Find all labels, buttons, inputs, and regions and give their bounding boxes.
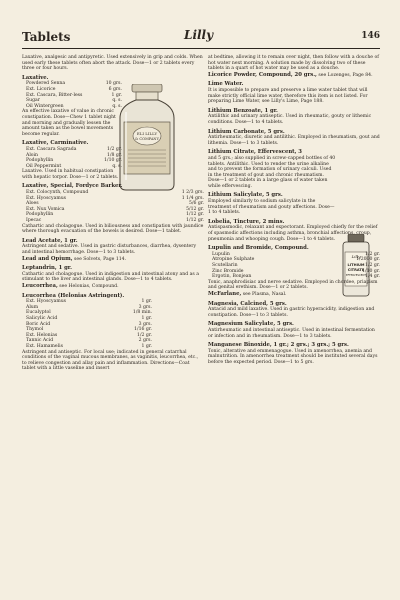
ingredient-row: Powdered Senna 10 grs. (26, 81, 122, 87)
page-number: 146 (361, 31, 380, 41)
entry-description: Laxative. Used in habitual constipation with hepatic torpor. Dose—1 or 2 tablets. (22, 169, 119, 180)
entry-crossref: see Plasma, Nasal. (242, 291, 287, 297)
bottle-line1: LITHIUM (347, 263, 365, 267)
ingredient-row: Oil Peppermint q. s. (26, 163, 122, 169)
entry-title: Lupulin and Bromide, Compound. (208, 245, 309, 252)
entry-title: Lead Acetate, 1 gr. (22, 237, 78, 244)
page-header (22, 30, 380, 48)
entry-description: Antirheumatic and intestinal antiseptic. Used in intestinal fermentation or infection and in rheumatism. Dose—1 to 3 tablets. (208, 327, 375, 339)
entry-description: Cathartic and cholagogue. Used in biliousness and constipation with jaundice where thorough evacuation of the bowels is desired. Dose—1 tablet. (22, 223, 204, 235)
ingredient-row: Zinc Bromide 1/10 gr. (212, 268, 380, 274)
entry-description: Antirheumatic, diuretic and antilithic. Employed in rheumatism, gout and lithemia. Dose—1 to 3 tablets. (208, 135, 380, 146)
ingredient-row: Podophyllin 1/12 gr. (26, 212, 204, 218)
entry-title: Leptandrin, 1 gr. (22, 265, 72, 272)
bottle-line2: CITRATE (347, 268, 365, 272)
ingredient-row: Lupulin 1/2 gr. (212, 251, 380, 257)
ingredient-row: Ext. Hamamelis 1 gr. (26, 343, 152, 349)
entry-lithium-salicylate (208, 192, 336, 215)
entry-magnesium-salicylate (208, 321, 380, 339)
entry-manganese (208, 342, 380, 365)
ingredient-row: Sugar q. s. (26, 98, 122, 104)
entry-description: An effective laxative of value in chronic constipation. Dose—Chew 1 tablet night and morning and gradually lessen the amount taken as the bowel movements become regular. (22, 109, 116, 137)
lilly-logo: Lilly (184, 28, 214, 42)
ingredient-row: Ext. Colocynth, Compound 1 2/3 grs. (26, 190, 204, 196)
entry-crossref: see Helonias, Compound. (59, 283, 119, 289)
ingredient-row: Salicylic Acid 1 gr. (26, 315, 152, 321)
entry-magnesia (208, 301, 380, 319)
ingredient-row: Thymol 1/16 gr. (26, 327, 152, 333)
entry-title: McFarlane, (208, 290, 242, 297)
left-column (22, 55, 204, 372)
ingredient-row: Ext. Helonias 1/2 gr. (26, 332, 152, 338)
entry-title: Laxative, Carminative. (22, 140, 89, 147)
entry-leucorrhea (22, 283, 204, 290)
entry-title: Laxative, Special, Fordyce Barker. (22, 183, 123, 190)
entry-title: Lithium Citrate, Effervescent, 3 (208, 149, 302, 156)
bottle-brand: Lilly (351, 254, 361, 259)
entry-laxative (22, 75, 122, 138)
entry-description: Antacid and mild laxative. Used in gastric hyperacidity, indigestion and constipation. Dose—1 to 3 tablets. (208, 307, 375, 318)
entry-description: Tonic, alterative and emmenagogue. Used in amenorrhea, anemia and malnutrition. In amenorrhea treatment should be instituted several days before the expected period. Dose—1 to 5 grs. (208, 348, 378, 365)
entry-title: Magnesia, Calcined, 5 grs. (208, 300, 287, 307)
ingredient-row: Boric Acid 3 grs. (26, 321, 152, 327)
entry-description: Antispasmodic, relaxant and expectorant. Employed chiefly for the relief of spasmodic affections including asthma, bronchial affections, croup, pneumonia and whooping cough. Dose—1 to 4 tablets. (208, 225, 378, 242)
entry-description: Cathartic and cholagogue. Used in indigestion and intestinal atony and as a stimulant to the liver and intestinal glands. Dose—1 to 4 tablets. (22, 271, 199, 283)
entry-lime-water (208, 81, 380, 104)
entry-description: Astringent and sedative. Used in gastric disturbances, diarrhea, dysentery and intestinal hemorrhage. Dose—1 to 3 tablets. (22, 244, 197, 255)
entry-description: It is impossible to prepare and preserve a lime water tablet that will make strictly official lime water, therefore this item is not listed. For preparing Lime Water, see Lilly's Lime, Page 188. (208, 87, 368, 105)
bottle-line3: EFFERVESCENT (346, 274, 366, 277)
entry-title: Licorice Powder, Compound, 20 grs., (208, 71, 317, 78)
bottle-label-line2: & COMPANY (135, 137, 159, 141)
entry-lithium-citrate (208, 149, 336, 189)
ingredient-row: Atropine Sulphate 1/2000 gr. (212, 257, 380, 263)
entry-carminative (22, 140, 122, 180)
ingredient-row: Eucalyptol 1/8 min. (26, 310, 152, 316)
entry-title: Lead and Opium, (22, 255, 73, 262)
bottle-label-line1: ELI LILLY (136, 131, 158, 136)
entry-title: Magnesium Salicylate, 5 grs. (208, 321, 294, 328)
entry-title: Lithium Carbonate, 5 grs. (208, 128, 285, 135)
entry-lead-opium (22, 256, 204, 263)
right-column (208, 55, 380, 366)
ingredient-row: Podophyllin 1/10 gr. (26, 158, 122, 164)
entry-lobelia (208, 219, 380, 242)
entry-title: Manganese Binoxide, 1 gr.; 2 grs.; 3 grs.; 5 grs. (208, 342, 349, 349)
entry-title: Lime Water. (208, 81, 244, 88)
ingredient-row: Aloes 5/6 gr. (26, 201, 204, 207)
ingredient-row: Aloin 1/8 gr. (26, 152, 122, 158)
entry-lupulin (208, 245, 380, 291)
entry-description: Antilithic and urinary antiseptic. Used in rheumatic, gouty or lithemic conditions. Dose—1 to 4 tablets. (208, 114, 372, 125)
continued-text: at bedtime, allowing it to remain over night, then follow with a douche of hot water next morning. A solution made by dissolving two of these tablets in a quart of hot water may be used as a douche. (208, 55, 379, 72)
entry-title: Laxative. (22, 74, 49, 81)
entry-lithium-benzoate (208, 108, 380, 126)
ingredient-row: Ext. Cascara Sagrada 1/2 gr. (26, 146, 122, 152)
header-rule (22, 48, 380, 49)
entry-licorice (208, 72, 380, 79)
entry-crossref: see Lozenges, Page 84. (318, 72, 373, 78)
ingredient-row: Alum 3 grs. (26, 304, 152, 310)
entry-leptandrin (22, 265, 204, 283)
entry-description: Astringent and antiseptic. For local use; indicated in general catarrhal conditions of the vaginal mucous membranes, as vaginitis, leucorrhea, etc., to relieve congestion and allay pain and inflammation. Directions—Coat tablet with a little vaseline and insert (22, 349, 199, 372)
ingredient-row: Ergotin, Bonjean 1/4 gr. (212, 274, 380, 280)
entry-crossref: see Solvets, Page 114. (74, 256, 127, 262)
entry-title: Lithium Salicylate, 5 grs. (208, 192, 283, 199)
intro-text: Laxative, analgesic and antipyretic. Used extensively in grip and colds. When used early these tablets often abort the attack. Dose—1 or 2 tablets every three or four hours. (22, 55, 203, 72)
entry-title: Leucorrhea, (22, 282, 58, 289)
entry-title: Lithium Benzoate, 1 gr. (208, 107, 278, 114)
ingredient-row: Oil Wintergreen q. s. (26, 103, 122, 109)
entry-helonias (22, 293, 204, 372)
ingredient-row: Ipecac 1/12 gr. (26, 218, 204, 224)
entry-description: Employed similarly to sodium salicylate in the treatment of rheumatism and gouty affections. Dose—1 to 4 tablets. (208, 199, 335, 216)
ingredient-row: Scutellarin 1/2 gr. (212, 263, 380, 268)
entry-lithium-carbonate (208, 129, 380, 147)
page-title: Tablets (22, 30, 71, 44)
entry-title: Lobelia, Tincture, 2 mins. (208, 218, 285, 225)
entry-mcfarlane (208, 291, 380, 298)
entry-description: and 5 grs.; also supplied in screw-capped bottles of 40 tablets. Antilithic. Used to render the urine alkaline and to prevent the formation of urinary calculi. Used in the treatment of gout and chronic rheumatism. Dose—1 or 2 tablets in a large glass of water taken while effervescing. (208, 155, 336, 189)
ingredient-row: Ext. Nux Vomica 5/12 gr. (26, 206, 204, 212)
ingredient-row: Ext. Cascara, Bitter-less 1 gr. (26, 92, 122, 98)
entry-title: Leucorrhea (Helonias Astringent). (22, 292, 125, 299)
ingredient-row: Tannic Acid 2 grs. (26, 338, 152, 344)
entry-lead-acetate (22, 238, 204, 256)
entry-forbyce-barker (22, 183, 204, 234)
ingredient-row: Ext. Hyoscyamus 1 1/4 grs. (26, 195, 204, 201)
entry-description: Tonic, anaphrodisiac and nerve sedative. Employed in chordee, priapism and genital erethism. Dose—1 or 2 tablets. (208, 279, 378, 291)
ingredient-row: Ext. Licorice 6 grs. (26, 86, 122, 92)
ingredient-row: Ext. Hyoscyamus 1 gr. (26, 299, 152, 305)
